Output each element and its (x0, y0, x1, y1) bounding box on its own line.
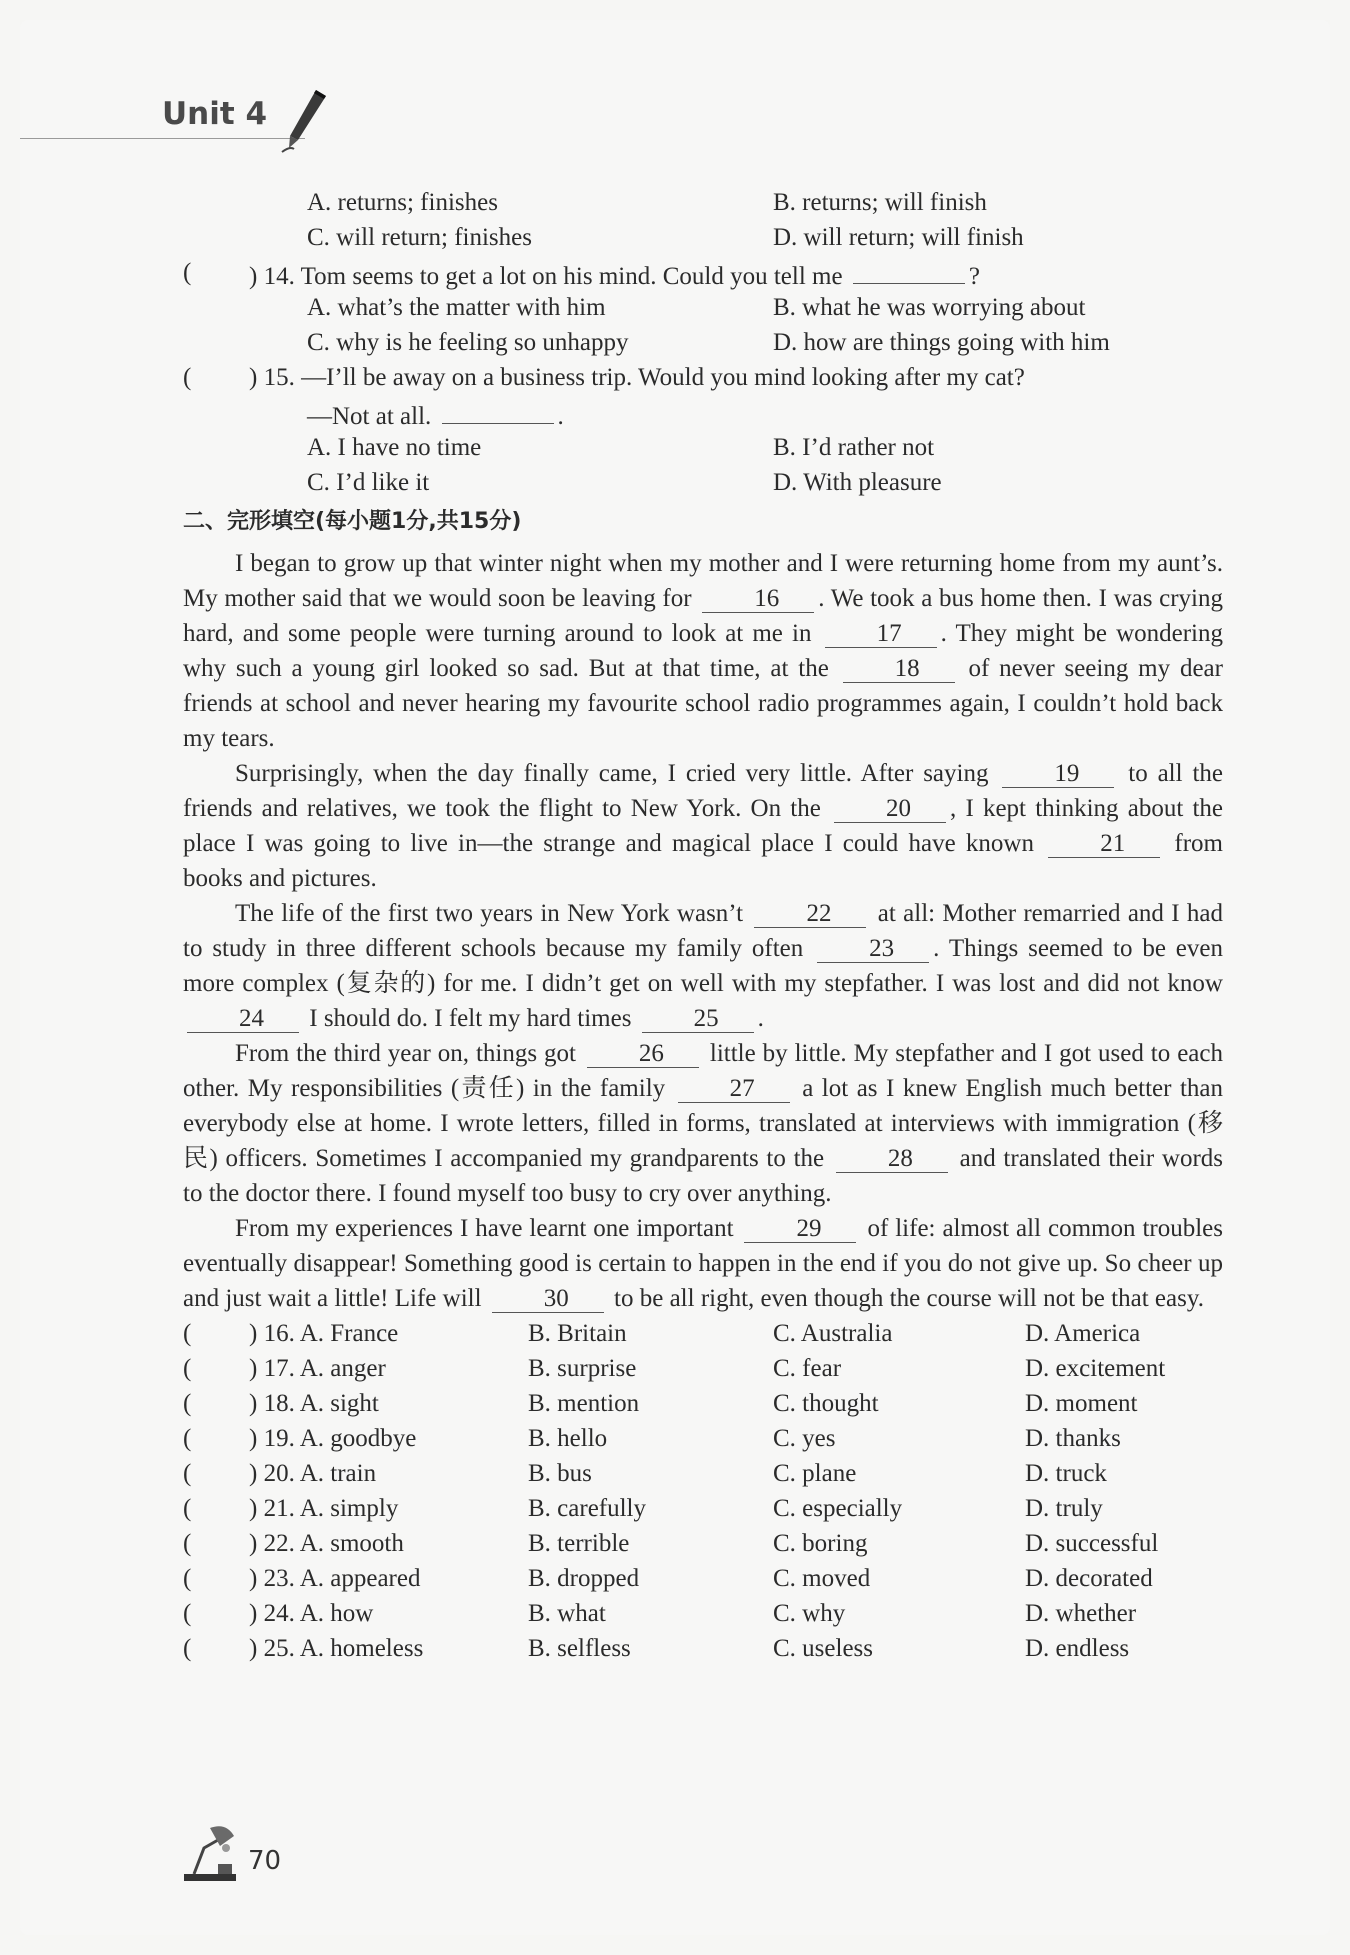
q13-option-d: D. will return; will finish (773, 224, 1024, 251)
q15-response (183, 395, 1223, 430)
cloze-option-row: ( ) 19. A. goodbye B. hello C. yes D. thanks (183, 1421, 1223, 1456)
answer-paren[interactable]: ( (183, 1495, 192, 1522)
answer-paren[interactable]: ( (183, 364, 192, 391)
cloze-option-row: ( ) 18. A. sight B. mention C. thought D. moment (183, 1386, 1223, 1421)
q15-options-row-2 (183, 465, 1223, 500)
q13-option-c: C. will return; finishes (307, 224, 532, 251)
cloze-option-row: ( ) 22. A. smooth B. terrible C. boring D. successful (183, 1526, 1223, 1561)
cloze-blank[interactable]: 27 (678, 1074, 790, 1103)
answer-paren[interactable]: ( (183, 1425, 192, 1452)
section-title: 二、完形填空(每小题1分,共15分) (183, 509, 522, 534)
cloze-blank[interactable]: 20 (834, 794, 946, 823)
cloze-blank[interactable]: 24 (187, 1004, 299, 1033)
q13-option-b: B. returns; will finish (773, 189, 987, 216)
cloze-blank[interactable]: 19 (1002, 759, 1114, 788)
cloze-blank[interactable]: 17 (825, 619, 937, 648)
q14-stem (183, 255, 1223, 290)
cloze-blank[interactable]: 29 (744, 1214, 856, 1243)
cloze-options (183, 1316, 1223, 1666)
answer-paren[interactable]: ( (183, 1355, 192, 1382)
q14-blank[interactable] (853, 255, 965, 284)
cloze-option-row: ( ) 16. A. France B. Britain C. Australia D. America (183, 1316, 1223, 1351)
cloze-blank[interactable]: 16 (702, 584, 814, 613)
cloze-option-row: ( ) 20. A. train B. bus C. plane D. truck (183, 1456, 1223, 1491)
lamp-icon (180, 1820, 244, 1884)
cloze-passage (183, 546, 1223, 1316)
cloze-option-row: ( ) 17. A. anger B. surprise C. fear D. excitement (183, 1351, 1223, 1386)
q15-option-c: C. I’d like it (307, 469, 430, 496)
q13-options-row-2 (183, 220, 1223, 255)
passage-paragraph: From the third year on, things got 26 little by little. My stepfather and I got used to each other. My responsibilities (责任) in the family 27 a lot as I knew English much better than everybody else at home. I wrote letters, filled in forms, translated at interviews with immigration (移民) officers. Sometimes I accompanied my grandparents to the 28 and translated their words to the doctor there. I found myself too busy to cry over anything. (183, 1040, 1223, 1207)
header-divider (20, 138, 305, 139)
exercise-content (183, 185, 1223, 1666)
passage-paragraph: I began to grow up that winter night when my mother and I were returning home from my aunt’s. My mother said that we would soon be leaving for 16 . We took a bus home then. I was crying hard, and some people were turning around to look at me in 17 . They might be wondering why such a young girl looked so sad. But at that time, at the 18 of never seeing my dear friends at school and never hearing my favourite school radio programmes again, I couldn’t hold back my tears. (183, 550, 1224, 752)
cloze-blank[interactable]: 18 (843, 654, 955, 683)
q14-option-a: A. what’s the matter with him (307, 294, 606, 321)
q14-text: ) 14. Tom seems to get a lot on his mind. Could you tell me (249, 263, 843, 290)
answer-paren[interactable]: ( (183, 259, 192, 286)
answer-paren[interactable]: ( (183, 1320, 192, 1347)
q13-option-a: A. returns; finishes (307, 189, 498, 216)
answer-paren[interactable]: ( (183, 1460, 192, 1487)
answer-paren[interactable]: ( (183, 1390, 192, 1417)
q14-options-row-1 (183, 290, 1223, 325)
page-number: 70 (248, 1846, 282, 1876)
q14-option-c: C. why is he feeling so unhappy (307, 329, 629, 356)
q15-response-text: —Not at all. (307, 403, 432, 430)
cloze-blank[interactable]: 23 (817, 934, 929, 963)
cloze-blank[interactable]: 25 (642, 1004, 754, 1033)
q15-text: ) 15. —I’ll be away on a business trip. Would you mind looking after my cat? (249, 364, 1025, 391)
q15-option-d: D. With pleasure (773, 469, 942, 496)
q13-options-row-1 (183, 185, 1223, 220)
cloze-option-row: ( ) 23. A. appeared B. dropped C. moved D. decorated (183, 1561, 1223, 1596)
q14-option-b: B. what he was worrying about (773, 294, 1086, 321)
q15-option-a: A. I have no time (307, 434, 482, 461)
q15-blank[interactable] (442, 395, 554, 424)
pen-icon (280, 86, 332, 154)
q14-options-row-2 (183, 325, 1223, 360)
cloze-blank[interactable]: 26 (587, 1039, 699, 1068)
passage-paragraph: The life of the first two years in New York wasn’t 22 at all: Mother remarried and I had to study in three different schools because my family often 23 . Things seemed to be even more complex (复杂的) for me. I didn’t get on well with my stepfather. I was lost and did not know 24 I should do. I felt my hard times 25 . (183, 900, 1223, 1032)
q15-options-row-1 (183, 430, 1223, 465)
cloze-option-row: ( ) 24. A. how B. what C. why D. whether (183, 1596, 1223, 1631)
answer-paren[interactable]: ( (183, 1565, 192, 1592)
answer-paren[interactable]: ( (183, 1635, 192, 1662)
passage-paragraph: From my experiences I have learnt one important 29 of life: almost all common troubles eventually disappear! Something good is certain to happen in the end if you do not give up. So cheer up and just wait a little! Life will 30 to be all right, even though the course will not be that easy. (183, 1215, 1223, 1312)
cloze-blank[interactable]: 28 (836, 1144, 948, 1173)
cloze-option-row: ( ) 21. A. simply B. carefully C. especially D. truly (183, 1491, 1223, 1526)
cloze-option-row: ( ) 25. A. homeless B. selfless C. useless D. endless (183, 1631, 1223, 1666)
answer-paren[interactable]: ( (183, 1530, 192, 1557)
q14-end: ? (968, 263, 980, 290)
answer-paren[interactable]: ( (183, 1600, 192, 1627)
cloze-blank[interactable]: 21 (1048, 829, 1160, 858)
q15-end: . (557, 403, 564, 430)
q15-option-b: B. I’d rather not (773, 434, 935, 461)
q14-option-d: D. how are things going with him (773, 329, 1110, 356)
q15-stem (183, 360, 1223, 395)
passage-paragraph: Surprisingly, when the day finally came, I cried very little. After saying 19 to all the friends and relatives, we took the flight to New York. On the 20 , I kept thinking about the place I was going to live in—the strange and magical place I could have known 21 from books and pictures. (183, 760, 1223, 892)
unit-title: Unit 4 (162, 96, 268, 132)
cloze-blank[interactable]: 30 (492, 1284, 604, 1313)
cloze-blank[interactable]: 22 (754, 899, 866, 928)
